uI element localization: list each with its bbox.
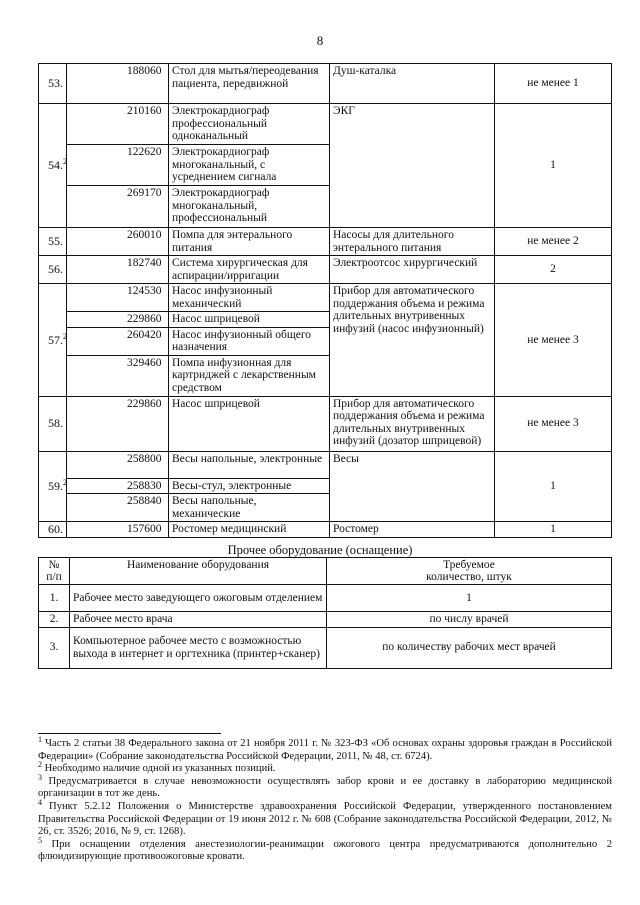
type-name: Помпа для энтерального питания xyxy=(169,228,330,256)
table-row xyxy=(39,228,612,256)
equipment-name: Душ-каталка xyxy=(330,64,495,104)
required-quantity: не менее 3 xyxy=(495,284,612,397)
type-code: 260010 xyxy=(67,228,169,256)
row-number-text: 55. xyxy=(48,234,63,249)
qty-header-line1: Требуемое xyxy=(443,559,495,571)
row-number: 1. xyxy=(39,585,70,612)
required-quantity: 2 xyxy=(495,256,612,284)
other-equipment-title: Прочее оборудование (оснащение) xyxy=(227,543,413,557)
equipment-name: Компьютерное рабочее место с возможностью выхода в интернет и оргтехника (принтер+сканер) xyxy=(70,627,327,668)
footnote xyxy=(38,797,612,839)
type-name: Электрокардиограф многоканальный, профессиональный xyxy=(169,186,330,228)
type-code: 122620 xyxy=(67,145,169,186)
type-name: Система хирургическая для аспирации/ирригации xyxy=(169,256,330,284)
footnote xyxy=(38,835,612,864)
type-name: Электрокардиограф профессиональный одноканальный xyxy=(169,104,330,145)
table-row xyxy=(39,396,612,451)
footnote-ref: 2 xyxy=(63,157,67,167)
type-code: 210160 xyxy=(67,104,169,145)
type-name: Насос шприцевой xyxy=(169,396,330,451)
row-number xyxy=(39,104,67,228)
row-number-text: 59. xyxy=(48,479,63,493)
equipment-name: ЭКГ xyxy=(330,104,495,228)
equipment-name: Рабочее место врача xyxy=(70,612,327,628)
footnote-mark: 5 xyxy=(38,835,42,845)
row-number xyxy=(39,451,67,522)
equipment-name: Электроотсос хирургический xyxy=(330,256,495,284)
footnote xyxy=(38,735,612,763)
footnote-text: Часть 2 статьи 38 Федерального закона от 21 ноября 2011 г. № 323-ФЗ «Об основах охраны здоровья граждан в Российской Федерации» (Собрание законодательства Российской Федерации, 2011, № 48, ст. 6724). xyxy=(38,738,612,762)
footnote xyxy=(38,772,612,801)
row-number-text: 60. xyxy=(48,522,63,537)
required-quantity: не менее 2 xyxy=(495,228,612,256)
type-code: 182740 xyxy=(67,256,169,284)
row-number xyxy=(39,228,67,256)
table-row xyxy=(39,522,612,538)
required-quantity: не менее 1 xyxy=(495,64,612,104)
row-number: 3. xyxy=(39,627,70,668)
footnote-ref: 2 xyxy=(63,478,67,487)
equipment-name: Весы xyxy=(330,451,495,522)
type-code: 229860 xyxy=(67,312,169,328)
required-quantity: 1 xyxy=(495,104,612,228)
footnote-divider xyxy=(38,733,221,734)
table-row xyxy=(39,612,612,628)
type-name: Весы напольные, механические xyxy=(169,494,330,522)
type-code: 269170 xyxy=(67,186,169,228)
footnotes xyxy=(38,735,612,864)
type-code: 258840 xyxy=(67,494,169,522)
row-number xyxy=(39,256,67,284)
type-code: 157600 xyxy=(67,522,169,538)
footnote-mark: 4 xyxy=(38,797,42,807)
other-equipment-table xyxy=(38,557,612,669)
footnote-mark: 1 xyxy=(38,735,42,744)
row-number-text: 56. xyxy=(48,262,63,277)
row-number-text: 54. xyxy=(48,158,63,173)
type-name: Электрокардиограф многоканальный, с усреднением сигнала xyxy=(169,145,330,186)
required-quantity: 1 xyxy=(495,522,612,538)
footnote-text: При оснащении отделения анестезиологии-реанимации ожогового центра предусматриваются дополнительно 2 флюидизирующие противоожоговые кровати. xyxy=(38,838,612,863)
type-name: Насос шприцевой xyxy=(169,312,330,328)
table-row xyxy=(39,627,612,668)
type-code: 124530 xyxy=(67,284,169,312)
type-code: 329460 xyxy=(67,355,169,396)
row-number xyxy=(39,284,67,397)
footnote-mark: 2 xyxy=(38,760,42,770)
row-number-text: 57. xyxy=(48,332,63,347)
num-header xyxy=(39,558,70,585)
equipment-name: Насосы для длительного энтерального питания xyxy=(330,228,495,256)
type-name: Насос инфузионный механический xyxy=(169,284,330,312)
equipment-name: Прибор для автоматического поддержания объема и режима длительных внутривенных инфузий (насос инфузионный) xyxy=(330,284,495,397)
table-header-row xyxy=(39,558,612,585)
footnote-text: Предусматривается в случае невозможности осуществлять забор крови и ее доставку в лабораторию медицинской организации в тот же день. xyxy=(38,775,612,800)
type-name: Насос инфузионный общего назначения xyxy=(169,327,330,355)
qty-header-line2: количество, штук xyxy=(426,571,512,583)
type-code: 260420 xyxy=(67,327,169,355)
row-number xyxy=(39,396,67,451)
name-header: Наименование оборудования xyxy=(70,558,327,585)
type-name: Помпа инфузионная для картриджей с лекарственным средством xyxy=(169,355,330,396)
equipment-name: Ростомер xyxy=(330,522,495,538)
table-row xyxy=(39,451,612,478)
table-row xyxy=(39,585,612,612)
page-number: 8 xyxy=(316,33,324,48)
equipment-name: Рабочее место заведующего ожоговым отделением xyxy=(70,585,327,612)
table-row xyxy=(39,64,612,104)
footnote xyxy=(38,760,612,776)
table-row xyxy=(39,104,612,145)
type-code: 258800 xyxy=(67,451,169,478)
type-code: 188060 xyxy=(67,64,169,104)
qty-header xyxy=(327,558,612,585)
equipment-name: Прибор для автоматического поддержания объема и режима длительных внутривенных инфузий (дозатор шприцевой) xyxy=(330,396,495,451)
num-header-line2: п/п xyxy=(46,571,62,583)
required-quantity: 1 xyxy=(327,585,612,612)
type-name: Ростомер медицинский xyxy=(169,522,330,538)
footnote-ref: 2 xyxy=(63,331,67,341)
required-quantity: не менее 3 xyxy=(495,396,612,451)
type-code: 258830 xyxy=(67,478,169,494)
row-number xyxy=(39,522,67,538)
row-number xyxy=(39,64,67,104)
row-number-text: 53. xyxy=(48,76,63,91)
footnote-text: Пункт 5.2.12 Положения о Министерстве здравоохранения Российской Федерации, утвержденного постановлением Правительства Российской Федерации от 19 июня 2012 г. № 608 (Собрание законодательства Российской Федерации, 2012, № 26, ст. 3526; 2016, № 9, ст. 1268). xyxy=(38,800,612,838)
table-row xyxy=(39,256,612,284)
num-header-line1: № xyxy=(48,559,60,571)
required-quantity: 1 xyxy=(495,451,612,522)
equipment-table xyxy=(38,63,612,538)
required-quantity: по числу врачей xyxy=(327,612,612,628)
row-number-text: 58. xyxy=(48,416,63,431)
required-quantity: по количеству рабочих мест врачей xyxy=(327,627,612,668)
table-row xyxy=(39,284,612,312)
footnote-text: Необходимо наличие одной из указанных позиций. xyxy=(44,763,276,775)
row-number: 2. xyxy=(39,612,70,628)
type-name: Стол для мытья/переодевания пациента, передвижной xyxy=(169,64,330,104)
type-code: 229860 xyxy=(67,396,169,451)
type-name: Весы напольные, электронные xyxy=(169,451,330,478)
footnote-mark: 3 xyxy=(38,772,42,782)
type-name: Весы-стул, электронные xyxy=(169,478,330,494)
